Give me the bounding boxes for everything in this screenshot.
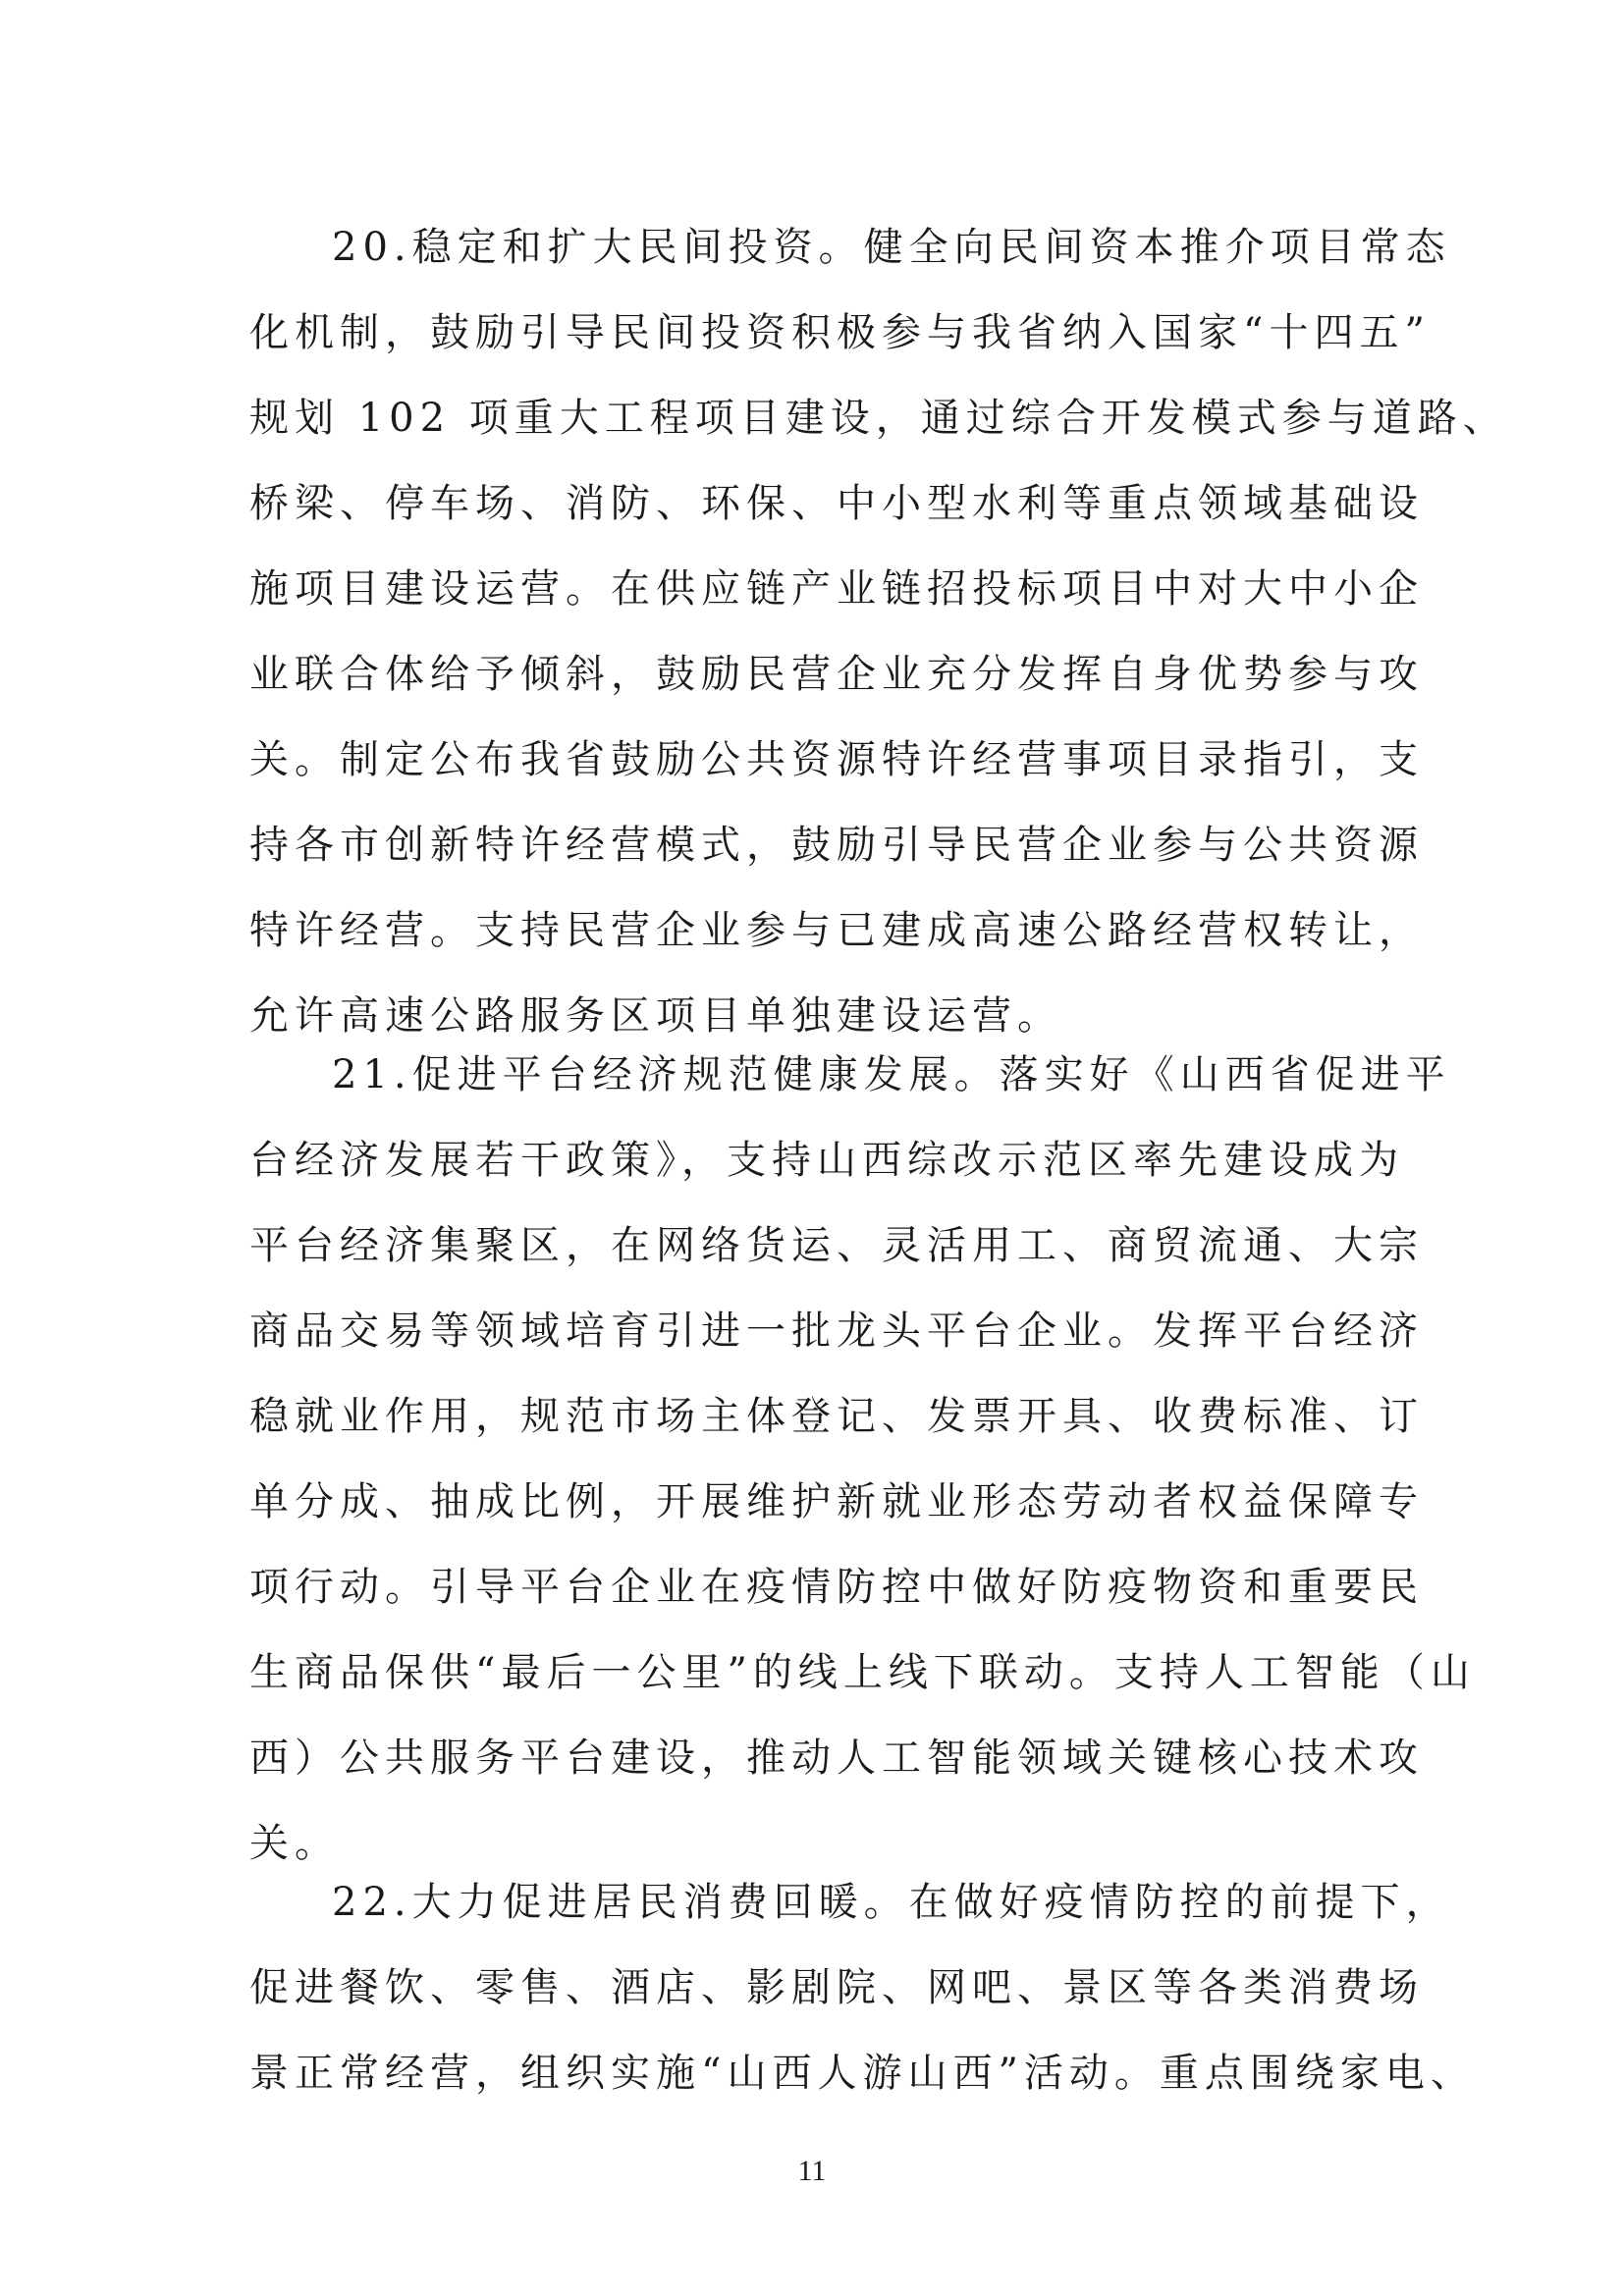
- text-line: 21.促进平台经济规范健康发展。落实好《山西省促进平: [332, 1052, 1451, 1097]
- text-line: 20.稳定和扩大民间投资。健全向民间资本推介项目常态: [332, 225, 1451, 270]
- text-line: 促进餐饮、零售、酒店、影剧院、网吧、景区等各类消费场: [249, 1965, 1424, 2010]
- text-line: 关。制定公布我省鼓励公共资源特许经营事项目录指引，支: [249, 737, 1424, 782]
- text-line: 施项目建设运营。在供应链产业链招投标项目中对大中小企: [249, 566, 1424, 612]
- paragraph-21: [249, 1033, 1476, 1887]
- text-line: 允许高速公路服务区项目单独建设运营。: [249, 993, 1062, 1039]
- text-line: 特许经营。支持民营企业参与已建成高速公路经营权转让，: [249, 908, 1424, 953]
- text-line: 西）公共服务平台建设，推动人工智能领域关键核心技术攻: [249, 1735, 1424, 1781]
- text-line: 景正常经营，组织实施“山西人游山西”活动。重点围绕家电、: [249, 2051, 1476, 2096]
- text-line: 单分成、抽成比例，开展维护新就业形态劳动者权益保障专: [249, 1479, 1424, 1524]
- text-line: 化机制，鼓励引导民间投资积极参与我省纳入国家“十四五”: [249, 310, 1431, 355]
- text-line: 项行动。引导平台企业在疫情防控中做好防疫物资和重要民: [249, 1565, 1424, 1610]
- text-line: 商品交易等领域培育引进一批龙头平台企业。发挥平台经济: [249, 1308, 1424, 1354]
- text-line: 关。: [249, 1821, 340, 1866]
- text-line: 平台经济集聚区，在网络货运、灵活用工、商贸流通、大宗: [249, 1223, 1424, 1268]
- text-line: 22.大力促进居民消费回暖。在做好疫情防控的前提下，: [332, 1880, 1451, 1925]
- text-line: 台经济发展若干政策》，支持山西综改示范区率先建设成为: [249, 1138, 1404, 1183]
- text-line: 业联合体给予倾斜，鼓励民营企业充分发挥自身优势参与攻: [249, 652, 1424, 697]
- text-line: 生商品保供“最后一公里”的线上线下联动。支持人工智能（山: [249, 1650, 1476, 1695]
- text-line: 持各市创新特许经营模式，鼓励引导民营企业参与公共资源: [249, 823, 1424, 868]
- text-line: 稳就业作用，规范市场主体登记、发票开具、收费标准、订: [249, 1394, 1424, 1439]
- paragraph-22: [249, 1860, 1476, 2116]
- text-line: 桥梁、停车场、消防、环保、中小型水利等重点领域基础设: [249, 481, 1424, 526]
- page-number: 11: [797, 2155, 827, 2187]
- paragraph-20: [249, 205, 1508, 1059]
- text-line: 规划 102 项重大工程项目建设，通过综合开发模式参与道路、: [249, 396, 1508, 441]
